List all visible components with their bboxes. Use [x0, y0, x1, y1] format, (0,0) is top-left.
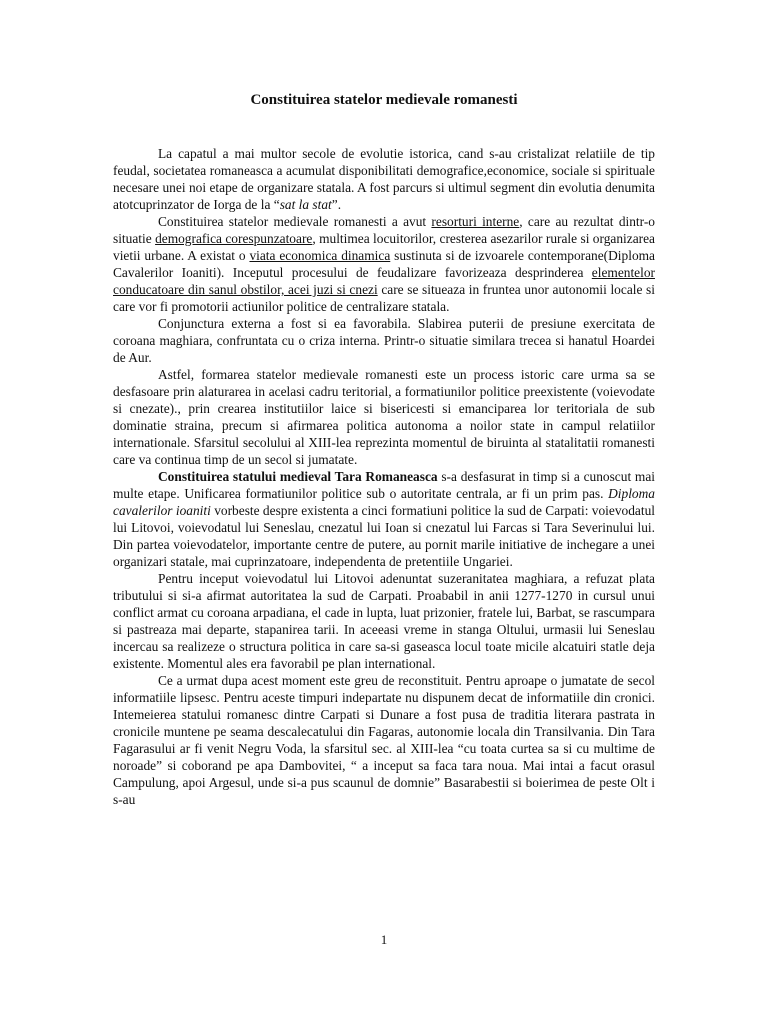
- document-body: [113, 145, 655, 808]
- paragraph-4: Astfel, formarea statelor medievale romanesti este un process istoric care urma sa se desfasoare prin alaturarea in acelasi cadru teritorial, a formatiunilor politice preexistente (voievodate si cnezate)., prin crearea institutiilor laice si bisericesti si emanciparea lor teritoriala de sub dominatie straina, precum si afirmarea politica autonoma a noilor state in campul relatiilor internationale. Sfarsitul secolului al XIII-lea reprezinta momentul de biruinta al statalitatii romanesti care va continua timp de un secol si jumatate.: [113, 367, 655, 467]
- p2-underline-demografica: demografica corespunzatoare: [155, 231, 313, 246]
- p1-text-a: La capatul a mai multor secole de evolutie istorica, cand s-au cristalizat relatiile de tip feudal, societatea romaneasca a acumulat disponibilitati demografice,economice, sociale si spirituale necesare unei noi etape de organizare statala. A fost parcurs si ultimul segment din evolutia denumita atotcuprinzator de Iorga de la “: [113, 146, 655, 212]
- p2-underline-viata-economica: viata economica dinamica: [249, 248, 391, 263]
- paragraph-2: [113, 213, 655, 315]
- p2-text-g: sustinuta si de izvoarele contemporane(Diploma Cavalerilor Ioaniti). Inceputul procesului de feudalizare favorizeaza desprinderea: [113, 248, 655, 280]
- p2-text-c: , care au rezultat dintr-o situatie: [113, 214, 655, 246]
- document-title: Constituirea statelor medievale romanesti: [250, 92, 518, 108]
- p5-italic-diploma: Diploma cavalerilor ioaniti: [113, 486, 655, 518]
- p5-text-b: s-a desfasurat in timp si a cunoscut mai multe etape. Unificarea formatiunilor politice sub o autoritate centrala, ar fi un prim pas.: [113, 469, 655, 501]
- paragraph-7: Ce a urmat dupa acest moment este greu de reconstituit. Pentru aproape o jumatate de secol informatiile lipsesc. Pentru aceste timpuri indepartate nu dispunem decat de informatiile din cronici. Intemeierea statului romanesc dintre Carpati si Dunare a fost pusa de traditia literara pastrata in cronicile muntene pe seama descalecatului din Fagaras, autonomie locala din Transilvania. Din Tara Fagarasului ar fi venit Negru Voda, la sfarsitul sec. al XIII-lea “cu toata curtea sa si cu multime de noroade” si coborand pe apa Dambovitei, “ a inceput sa faca tara noua. Mai intai a facut orasul Campulung, apoi Argesul, unde si-a pus scaunul de domnie” Basarabestii si boierimea de peste Olt i s-au: [113, 673, 655, 807]
- p1-italic-sat-la-stat: sat la stat: [279, 197, 332, 212]
- p5-text-d: vorbeste despre existenta a cinci formatiuni politice la sud de Carpati: voievodatul lui Litovoi, voievodatul lui Seneslau, cnezatul lui Ioan si cnezatul lui Farcas si Tara Severinului lui. Din partea voievodatelor, importante centre de putere, au pornit marile initiative de inchegare a unei organizari statale, mai cuprinzatoare, independenta de pretentiile Ungariei.: [113, 503, 656, 569]
- paragraph-5: [113, 468, 655, 570]
- p2-underline-elementelor: elementelor conducatoare din sanul obstilor, acei juzi si cnezi: [113, 265, 655, 297]
- p2-underline-resorturi: resorturi interne: [431, 214, 520, 229]
- p2-text-e: , multimea locuitorilor, cresterea asezarilor rurale si organizarea vietii urbane. A existat o: [113, 231, 655, 263]
- p2-text-a: Constituirea statelor medievale romanesti a avut: [158, 214, 432, 229]
- p2-text-i: care se situeaza in fruntea unor autonomii locale si care vor fi promotorii actiunilor politice de centralizare statala.: [113, 282, 655, 314]
- paragraph-1: [113, 145, 655, 213]
- paragraph-3: Conjunctura externa a fost si ea favorabila. Slabirea puterii de presiune exercitata de coroana maghiara, confruntata cu o criza interna. Printr-o situatie similara trecea si hanatul Hoardei de Aur.: [113, 316, 655, 365]
- page-number: 1: [380, 932, 388, 947]
- paragraph-6: Pentru inceput voievodatul lui Litovoi adenuntat suzeranitatea maghiara, a refuzat plata tributului si si-a afirmat autoritatea la sud de Carpati. Proababil in anii 1277-1270 in cursul unui conflict armat cu coroana arpadiana, el cade in lupta, luat prizonier, fratele lui, Barbat, se rascumpara si pastreaza mai departe, stapanirea tarii. In aceeasi vreme in stanga Oltului, urmasii lui Seneslau incercau sa realizeze o structura politica in care sa-si gaseasca locul toate micile alcatuiri statle deja existente. Momentul ales era favorabil pe plan international.: [113, 571, 655, 671]
- p5-bold-heading: Constituirea statului medieval Tara Romaneasca: [158, 469, 438, 484]
- p1-text-c: ”.: [331, 197, 342, 212]
